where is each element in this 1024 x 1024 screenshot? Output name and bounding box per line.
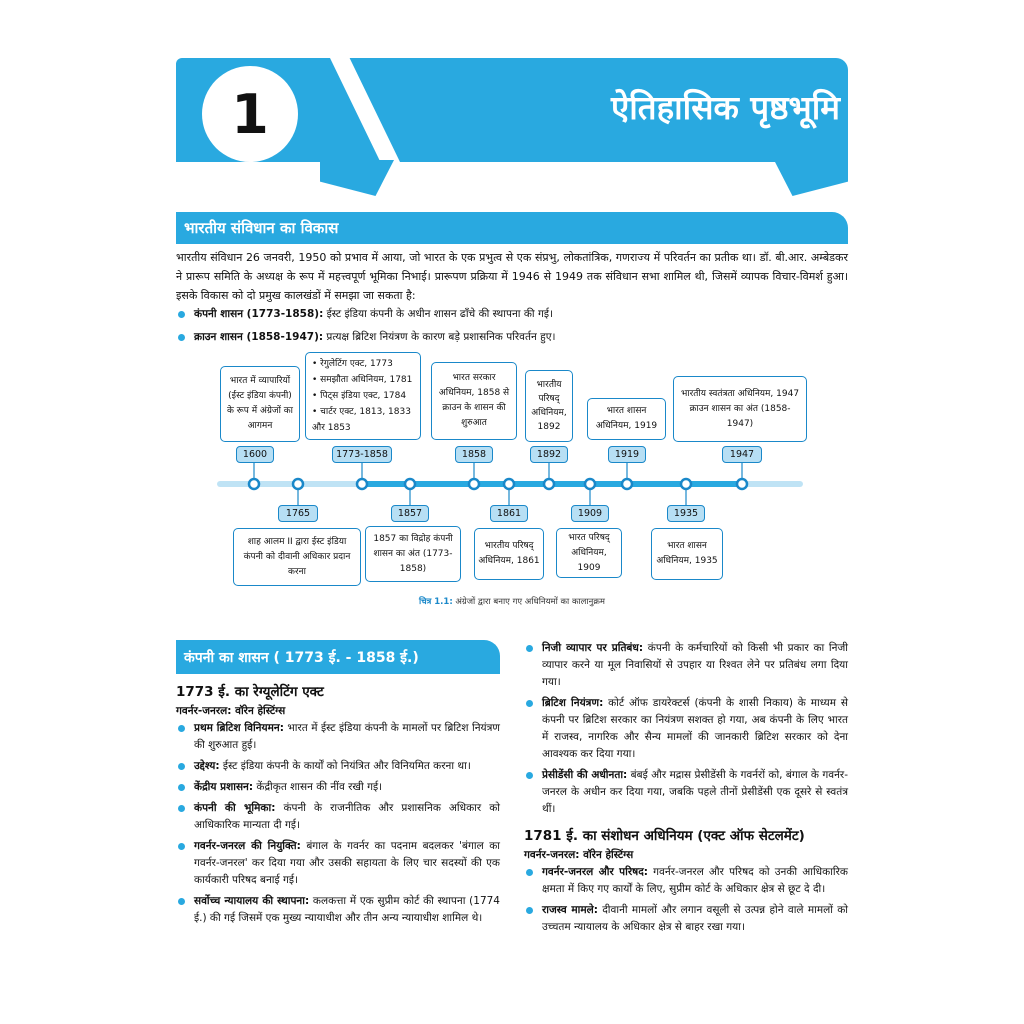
item-text: गवर्नर-जनरल और परिषद को उनकी आधिकारिक क्षमता में किए गए कार्यों के लिए, सुप्रीम कोर्ट के अधिकार क्षेत्र से छूट दे दी। — [542, 866, 848, 895]
timeline-box-1919: भारत शासन अधिनियम, 1919 — [587, 398, 666, 440]
list-item — [176, 720, 500, 754]
list-item — [176, 779, 500, 796]
item-label: कंपनी की भूमिका: — [194, 802, 276, 814]
timeline-node — [737, 479, 747, 489]
item-text: केंद्रीकृत शासन की नींव रखी गई। — [253, 781, 383, 793]
left-column — [176, 682, 500, 927]
act-1773-list — [176, 720, 500, 927]
year-label-1600: 1600 — [236, 446, 274, 463]
list-item — [176, 758, 500, 775]
year-label-1861: 1861 — [490, 505, 528, 522]
item-label: प्रेसीडेंसी की अधीनता: — [542, 769, 628, 781]
box-text: • रेगुलेटिंग एक्ट, 1773 • समझौता अधिनियम, 1781 • पिट्स इंडिया एक्ट, 1784 • चार्टर एक्ट, 1813, 1833 और 1853 — [312, 359, 413, 433]
timeline-box-1892: भारतीय परिषद् अधिनियम, 1892 — [525, 370, 573, 442]
act-1773-heading: 1773 ई. का रेग्यूलेटिंग एक्ट — [176, 684, 324, 700]
timeline-node — [622, 479, 632, 489]
item-label: उद्देश्य: — [194, 760, 220, 772]
timeline-box-1765: शाह आलम II द्वारा ईस्ट इंडिया कंपनी को दीवानी अधिकार प्रदान करना — [233, 528, 361, 586]
item-label: गवर्नर-जनरल और परिषद: — [542, 866, 648, 878]
item-label: ब्रिटिश नियंत्रण: — [542, 697, 604, 709]
item-label: गवर्नर-जनरल की नियुक्ति: — [194, 840, 301, 852]
list-item — [176, 306, 848, 323]
chapter-number: 1 — [202, 66, 298, 162]
timeline-node — [681, 479, 691, 489]
list-item — [524, 902, 848, 936]
item-label: राजस्व मामले: — [542, 904, 598, 916]
year-label-1765: 1765 — [278, 505, 318, 522]
list-item — [524, 695, 848, 763]
item-text: प्रत्यक्ष ब्रिटिश नियंत्रण के कारण बड़े प्रशासनिक परिवर्तन हुए। — [323, 331, 556, 343]
list-item — [524, 640, 848, 691]
item-text: ईस्ट इंडिया कंपनी के कार्यों को नियंत्रित और विनियमित करना था। — [219, 760, 471, 772]
item-label: क्राउन शासन (1858-1947): — [194, 331, 324, 343]
item-label: प्रथम ब्रिटिश विनियमन: — [194, 722, 284, 734]
year-label-1919: 1919 — [608, 446, 646, 463]
year-label-1773-1858: 1773-1858 — [332, 446, 392, 463]
act-1773-role: गवर्नर-जनरल: वॉरेन हेस्टिंग्स — [176, 705, 286, 717]
timeline-box-1909: भारत परिषद् अधिनियम, 1909 — [556, 528, 622, 578]
year-label-1909: 1909 — [571, 505, 609, 522]
list-item — [176, 329, 848, 346]
act-1781-heading: 1781 ई. का संशोधन अधिनियम (एक्ट ऑफ सेटलमेंट) — [524, 828, 805, 844]
timeline-node — [504, 479, 514, 489]
item-text: भारत में ईस्ट इंडिया कंपनी के मामलों पर ब्रिटिश नियंत्रण की शुरुआत हुई। — [194, 722, 500, 751]
timeline-box-1858: भारत सरकार अधिनियम, 1858 से क्राउन के शासन की शुरुआत — [431, 362, 517, 440]
timeline-box-1773-1858 — [305, 352, 421, 440]
timeline-nodes — [249, 479, 747, 489]
list-item — [176, 838, 500, 889]
item-text: कंपनी के राजनीतिक और प्रशासनिक अधिकार को आधिकारिक मान्यता दी गई। — [194, 802, 500, 831]
timeline-node — [405, 479, 415, 489]
act-1781-list — [524, 864, 848, 936]
item-label: केंद्रीय प्रशासन: — [194, 781, 254, 793]
timeline-box-1935: भारत शासन अधिनियम, 1935 — [651, 528, 723, 580]
intro-paragraph: भारतीय संविधान 26 जनवरी, 1950 को प्रभाव में आया, जो भारत के एक प्रभुत्व से एक संप्रभु, लोकतांत्रिक, गणराज्य में परिवर्तन का प्रतीक था। डॉ. बी.आर. अम्बेडकर ने प्रारूप समिति के अध्यक्ष के रूप में महत्त्वपूर्ण भूमिका निभाई। प्रारूपण प्रक्रिया में 1946 से 1949 तक संविधान सभा शामिल थी, जिसमें व्यापक विचार-विमर्श हुआ। इसके विकास को दो प्रमुख कालखंडों में समझा जा सकता है: — [176, 251, 848, 302]
banner-ribbon-left — [320, 160, 394, 196]
caption-text: अंग्रेजों द्वारा बनाए गए अधिनियमों का कालानुक्रम — [452, 597, 605, 607]
timeline-node — [469, 479, 479, 489]
item-text: कलकत्ता में एक सुप्रीम कोर्ट की स्थापना (1774 ई.) की गई जिसमें एक मुख्य न्यायाधीश और तीन अन्य न्यायाधीश शामिल थे। — [194, 895, 500, 924]
item-text: कोर्ट ऑफ डायरेक्टर्स (कंपनी के शासी निकाय) के माध्यम से कंपनी पर ब्रिटिश सरकार का नियंत्रण सशक्त हो गया, अब कंपनी के लिए भारत में राजस्व, नागरिक और सैन्य मामलों की जानकारी ब्रिटिश सरकार को देना आवश्यक कर दिया गया। — [542, 697, 848, 760]
timeline-box-1861: भारतीय परिषद् अधिनियम, 1861 — [474, 528, 544, 580]
item-text: बंबई और मद्रास प्रेसीडेंसी के गवर्नरों को, बंगाल के गवर्नर-जनरल के अधीन कर दिया गया, जबकि पहले तीनों प्रेसीडेंसी एक दूसरे से स्वतंत्र थीं। — [542, 769, 848, 815]
list-item — [524, 864, 848, 898]
timeline-ticks — [254, 462, 742, 505]
item-text: बंगाल के गवर्नर का पदनाम बदलकर 'बंगाल का गवर्नर-जनरल' कर दिया गया और उसकी सहायता के लिए चार सदस्यों की एक कार्यकारी परिषद बनाई गई। — [194, 840, 500, 886]
item-label: निजी व्यापार पर प्रतिबंध: — [542, 642, 644, 654]
act-1773-list-continued — [524, 640, 848, 818]
year-label-1892: 1892 — [530, 446, 568, 463]
list-item — [176, 800, 500, 834]
section2-title: कंपनी का शासन ( 1773 ई. - 1858 ई.) — [184, 649, 419, 666]
figure-caption — [176, 596, 848, 607]
timeline-node — [249, 479, 259, 489]
timeline-node — [585, 479, 595, 489]
year-label-1857: 1857 — [391, 505, 429, 522]
item-label: सर्वोच्च न्यायालय की स्थापना: — [194, 895, 310, 907]
section-heading — [176, 212, 848, 244]
banner-ribbon-right — [774, 160, 848, 196]
list-item — [524, 767, 848, 818]
act-1781-role: गवर्नर-जनरल: वॉरेन हेस्टिंग्स — [524, 849, 634, 861]
timeline-box-1857: 1857 का विद्रोह कंपनी शासन का अंत (1773-1858) — [365, 526, 461, 582]
timeline-box-1947: भारतीय स्वतंत्रता अधिनियम, 1947 क्राउन शासन का अंत (1858-1947) — [673, 376, 807, 442]
section2-heading — [176, 640, 500, 674]
caption-label: चित्र 1.1: — [419, 597, 453, 607]
list-item — [176, 893, 500, 927]
year-label-1935: 1935 — [667, 505, 705, 522]
section-title: भारतीय संविधान का विकास — [184, 219, 339, 237]
timeline-node — [357, 479, 367, 489]
timeline-node — [293, 479, 303, 489]
year-label-1858: 1858 — [455, 446, 493, 463]
item-label: कंपनी शासन (1773-1858): — [194, 308, 324, 320]
item-text: ईस्ट इंडिया कंपनी के अधीन शासन ढाँचे की स्थापना की गई। — [323, 308, 554, 320]
year-label-1947: 1947 — [722, 446, 762, 463]
period-list — [176, 306, 848, 346]
chapter-title: ऐतिहासिक पृष्ठभूमि — [610, 88, 840, 127]
item-text: कंपनी के कर्मचारियों को किसी भी प्रकार का निजी व्यापार करने या मूल निवासियों से उपहार या रिश्वत लेने पर प्रतिबंध लगा दिया गया। — [542, 642, 848, 688]
right-column — [524, 640, 848, 936]
timeline-box-1600: भारत में व्यापारियों (ईस्ट इंडिया कंपनी) के रूप में अंग्रेजों का आगमन — [220, 366, 300, 442]
timeline-node — [544, 479, 554, 489]
item-text: दीवानी मामलों और लगान वसूली से उत्पन्न होने वाले मामलों को उच्चतम न्यायालय के अधिकार क्षेत्र से बाहर रखा गया। — [542, 904, 849, 933]
